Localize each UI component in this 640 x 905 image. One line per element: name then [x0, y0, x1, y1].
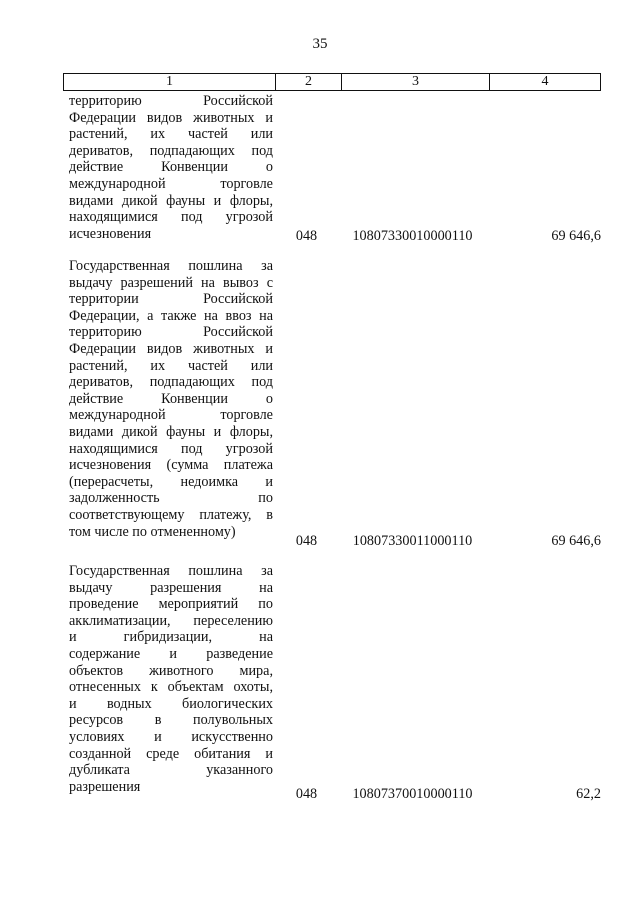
description-line: Федерации, а также на ввоз на	[69, 307, 273, 324]
table-row	[63, 93, 601, 245]
description-line: Федерации видов животных и	[69, 340, 273, 357]
row-amount: 62,2	[576, 786, 601, 803]
row-kbk-code: 10807330011000110	[352, 533, 473, 550]
description-line: международной торговле	[69, 175, 273, 192]
description-line: действие Конвенции о	[69, 390, 273, 407]
description-line: находящимися под угрозой	[69, 440, 273, 457]
description-line: растений, их частей или	[69, 126, 273, 143]
description-line: Федерации видов животных и	[69, 109, 273, 126]
description-line: растений, их частей или	[69, 357, 273, 374]
table-row	[63, 258, 601, 550]
description-line: (перерасчеты, недоимка и	[69, 473, 273, 490]
description-line: и водных биологических	[69, 695, 273, 712]
description-line: территории Российской	[69, 291, 273, 308]
row-admin-code: 048	[295, 786, 318, 803]
description-line: видами дикой фауны и флоры,	[69, 423, 273, 440]
description-line: ресурсов в полувольных	[69, 712, 273, 729]
description-line: территорию Российской	[69, 93, 273, 109]
row-description	[69, 563, 273, 795]
row-amount: 69 646,6	[551, 533, 601, 550]
table-row	[63, 563, 601, 803]
description-line: акклиматизации, переселению	[69, 612, 273, 629]
row-kbk-code: 10807330010000110	[352, 228, 473, 245]
description-line: территорию Российской	[69, 324, 273, 341]
description-line: проведение мероприятий по	[69, 596, 273, 613]
description-line: Государственная пошлина за	[69, 563, 273, 579]
row-description	[69, 93, 273, 242]
description-line: исчезновения (сумма платежа	[69, 457, 273, 474]
description-line: выдачу разрешений на вывоз с	[69, 274, 273, 291]
row-amount: 69 646,6	[551, 228, 601, 245]
row-kbk-code: 10807370010000110	[352, 786, 473, 803]
description-line: созданной среде обитания и	[69, 745, 273, 762]
description-line: Государственная пошлина за	[69, 258, 273, 274]
description-line: видами дикой фауны и флоры,	[69, 192, 273, 209]
row-admin-code: 048	[295, 228, 318, 245]
description-line: дериватов, подпадающих под	[69, 374, 273, 391]
description-line: содержание и разведение	[69, 645, 273, 662]
header-col-2: 2	[276, 74, 342, 90]
description-line: условиях и искусственно	[69, 728, 273, 745]
header-col-1: 1	[64, 74, 276, 90]
description-line: выдачу разрешения на	[69, 579, 273, 596]
description-line: том числе по отмененному)	[69, 523, 236, 540]
description-line: дериватов, подпадающих под	[69, 142, 273, 159]
row-admin-code: 048	[295, 533, 318, 550]
description-line: отнесенных к объектам охоты,	[69, 679, 273, 696]
description-line: разрешения	[69, 778, 141, 795]
table-header	[63, 73, 601, 91]
description-line: международной торговле	[69, 407, 273, 424]
description-line: находящимися под угрозой	[69, 209, 273, 226]
row-description	[69, 258, 273, 540]
description-line: дубликата указанного	[69, 762, 273, 779]
page-number: 35	[312, 36, 328, 52]
description-line: соответствующему платежу, в	[69, 506, 273, 523]
description-line: объектов животного мира,	[69, 662, 273, 679]
header-col-3: 3	[342, 74, 490, 90]
description-line: и гибридизации, на	[69, 629, 273, 646]
description-line: задолженность по	[69, 490, 273, 507]
description-line: исчезновения	[69, 225, 152, 242]
description-line: действие Конвенции о	[69, 159, 273, 176]
header-col-4: 4	[541, 74, 549, 89]
